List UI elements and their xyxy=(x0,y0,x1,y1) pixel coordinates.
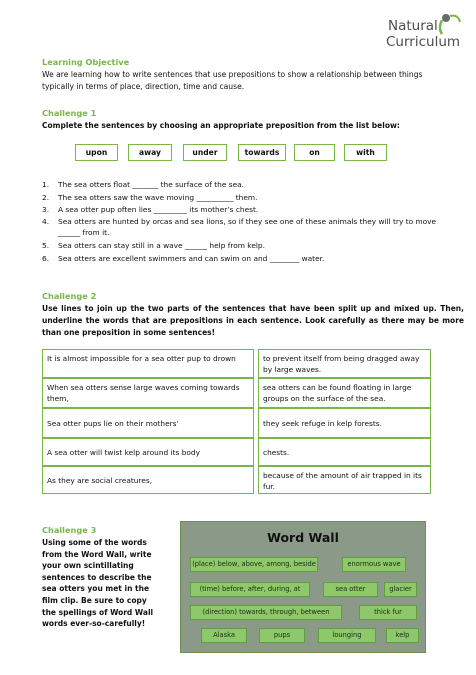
sentence-end-4: chests. xyxy=(258,438,431,466)
word-wall-item: (direction) towards, through, between xyxy=(190,605,342,620)
objective-text: We are learning how to write sentences that use prepositions to show a relationship between things typically in terms of place, direction, time and cause. xyxy=(42,70,423,91)
word-wall-item: (place) below, above, among, beside xyxy=(190,557,318,572)
word-wall-item: kelp xyxy=(386,628,419,643)
word-wall-item: pups xyxy=(259,628,305,643)
word-wall-item: enormous wave xyxy=(342,557,406,572)
word-wall-item: thick fur xyxy=(359,605,417,620)
sentence-end-3: they seek refuge in kelp forests. xyxy=(258,408,431,438)
word-wall-item: sea otter xyxy=(323,582,378,597)
word-wall-item: (time) before, after, during, at xyxy=(190,582,310,597)
sentence-start-1: It is almost impossible for a sea otter pup to drown xyxy=(42,349,254,378)
logo-line-1: Natural xyxy=(388,18,438,34)
sentence-end-5: because of the amount of air trapped in its fur. xyxy=(258,466,431,494)
sentence-start-2: When sea otters sense large waves coming towards them, xyxy=(42,378,254,408)
challenge-3-text: Using some of the words from the Word Wall, write your own scintillating sentences to describe the sea otters you met in the film clip. Be sure to copy the spellings of Word Wall words ever-so-carefully! xyxy=(42,538,154,629)
natural-curriculum-logo xyxy=(384,10,470,54)
word-chip-away: away xyxy=(128,144,172,161)
sentence-end-1: to prevent itself from being dragged away by large waves. xyxy=(258,349,431,378)
challenge-1-instruction: Complete the sentences by choosing an appropriate preposition from the list below: xyxy=(42,121,400,130)
challenge-3-heading: Challenge 3 xyxy=(42,525,97,535)
word-wall-item: glacier xyxy=(384,582,417,597)
word-wall-item: lounging xyxy=(318,628,376,643)
word-wall xyxy=(180,521,426,653)
word-wall-title: Word Wall xyxy=(267,530,339,545)
sentence-end-2: sea otters can be found floating in large groups on the surface of the sea. xyxy=(258,378,431,408)
word-chip-towards: towards xyxy=(238,144,286,161)
sentence-start-4: A sea otter will twist kelp around its body xyxy=(42,438,254,466)
word-chip-upon: upon xyxy=(75,144,118,161)
sentence-start-5: As they are social creatures, xyxy=(42,466,254,494)
challenge-1-heading: Challenge 1 xyxy=(42,108,97,118)
otter-logo-icon xyxy=(436,10,464,36)
word-chip-on: on xyxy=(294,144,335,161)
logo-line-2: Curriculum xyxy=(386,34,461,50)
word-chip-with: with xyxy=(344,144,387,161)
word-chip-under: under xyxy=(183,144,227,161)
challenge-2-instruction: Use lines to join up the two parts of the sentences that have been split up and mixed up. Then, underline the words that are prepositions in each sentence. Look carefully as there may be more than one preposition in some sentences! xyxy=(42,304,464,337)
challenge-2-heading: Challenge 2 xyxy=(42,291,97,301)
sentence-start-3: Sea otter pups lie on their mothers’ xyxy=(42,408,254,438)
objective-heading: Learning Objective xyxy=(42,57,130,67)
word-wall-item: Alaska xyxy=(201,628,247,643)
